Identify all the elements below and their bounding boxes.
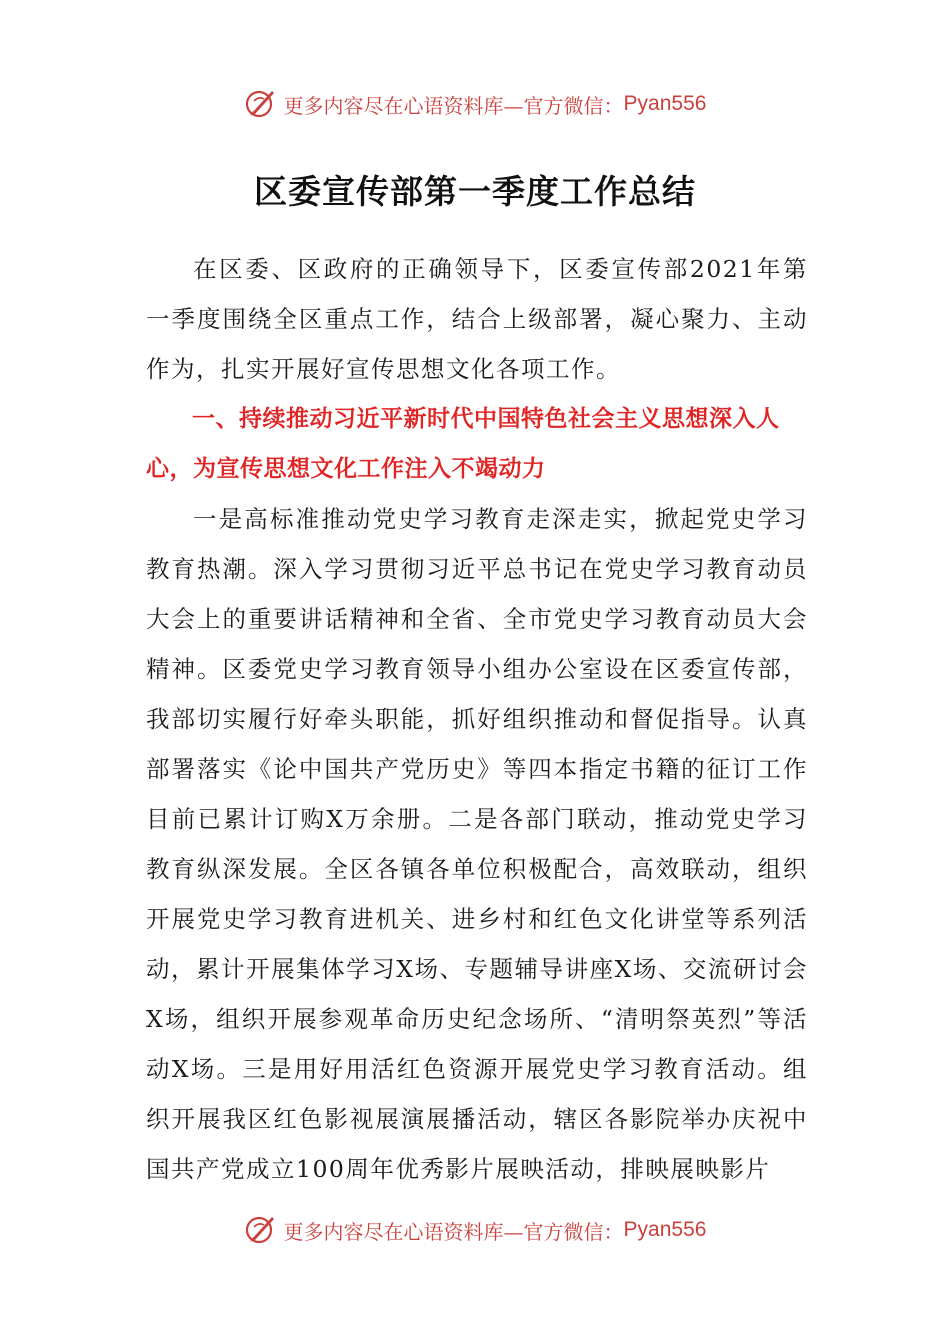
footer-brand-text: 更多内容尽在心语资料库—: [283, 1219, 524, 1244]
document-title: 区委宣传部第一季度工作总结: [254, 172, 696, 211]
section-1-body: 一是高标准推动党史学习教育走深走实，掀起党史学习教育热潮。深入学习贯彻习近平总书记在党史学习教育动员大会上的重要讲话精神和全省、全市党史学习教育动员大会精神。区委党史学习教育领导小组办公室设在区委宣传部，我部切实履行好牵头职能，抓好组织推动和督促指导。认真部署落实《论中国共产党历史》等四本指定书籍的征订工作目前已累计订购X万余册。二是各部门联动，推动党史学习教育纵深发展。全区各镇各单位积极配合，高效联动，组织开展党史学习教育进机关、进乡村和红色文化讲堂等系列活动，累计开展集体学习X场、专题辅导讲座X场、交流研讨会X场，组织开展参观革命历史纪念场所、“清明祭英烈”等活动X场。三是用好用活红色资源开展党史学习教育活动。组织开展我区红色影视展演展播活动，辖区各影院举办庆祝中国共产党成立100周年优秀影片展映活动，排映展映影片: [146, 505, 808, 1183]
section-1-heading: 一、持续推动习近平新时代中国特色社会主义思想深入人心，为宣传思想文化工作注入不竭动力: [146, 406, 780, 482]
banner-wechat-label: 官方微信：: [523, 93, 624, 118]
intro-paragraph: 在区委、区政府的正确领导下，区委宣传部2021年第一季度围绕全区重点工作，结合上级部署，凝心聚力、主动作为，扎实开展好宣传思想文化各项工作。: [146, 255, 808, 383]
document-body: [146, 244, 808, 1194]
banner-brand-text: 更多内容尽在心语资料库—: [283, 93, 524, 118]
footer-wechat-id: Pyan556: [623, 1218, 707, 1241]
footer-banner: [0, 1210, 950, 1250]
quill-pen-logo-icon: [244, 87, 278, 121]
banner-wechat-id: Pyan556: [623, 92, 707, 115]
quill-pen-logo-icon: [244, 1213, 278, 1247]
footer-wechat-label: 官方微信：: [523, 1219, 624, 1244]
header-banner: [0, 84, 950, 124]
